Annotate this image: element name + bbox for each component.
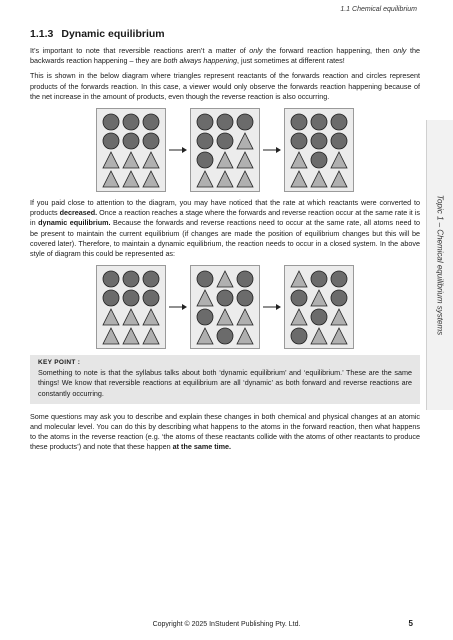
particle-cell <box>101 131 121 150</box>
reactant-triangle-icon <box>196 289 214 307</box>
reactant-triangle-icon <box>330 170 348 188</box>
product-circle-icon <box>142 289 160 307</box>
particle-cell <box>329 169 349 188</box>
particle-box <box>96 265 166 349</box>
reactant-triangle-icon <box>196 170 214 188</box>
product-circle-icon <box>290 113 308 131</box>
particle-cell <box>309 288 329 307</box>
product-circle-icon <box>102 113 120 131</box>
particle-cell <box>101 112 121 131</box>
side-tab <box>426 120 453 410</box>
product-circle-icon <box>142 270 160 288</box>
key-point-text: Something to note is that the syllabus talks about both ‘dynamic equilibrium’ and ‘equilibrium.’ These are the same things! We know that reversible reactions at equilibrium are all ‘dynamic’ as both forward and reverse reactions are constantly occurring. <box>38 368 412 398</box>
text-run: It’s important to note that reversible reactions aren’t a matter of <box>30 46 250 55</box>
particle-cell <box>141 112 161 131</box>
particle-cell <box>309 169 329 188</box>
product-circle-icon <box>310 151 328 169</box>
particle-cell <box>141 307 161 326</box>
particle-cell <box>309 307 329 326</box>
text-run: This is shown in the below diagram where triangles represent reactants of the forwards reaction and circles represent products of the forwards reaction. In this case, a viewer would only observe the forwards reaction happening because of the net increase in the amount of products, even though the reverse reaction is also occurring. <box>30 71 420 101</box>
particle-cell <box>121 326 141 345</box>
particle-cell <box>235 307 255 326</box>
particle-cell <box>289 150 309 169</box>
particle-cell <box>101 169 121 188</box>
reactant-triangle-icon <box>142 170 160 188</box>
reactant-triangle-icon <box>216 308 234 326</box>
reactant-triangle-icon <box>216 151 234 169</box>
particle-cell <box>309 112 329 131</box>
reactant-triangle-icon <box>102 170 120 188</box>
section-heading <box>30 28 420 40</box>
product-circle-icon <box>102 132 120 150</box>
product-circle-icon <box>216 132 234 150</box>
key-point-title: KEY POINT : <box>38 359 81 367</box>
reactant-triangle-icon <box>102 327 120 345</box>
product-circle-icon <box>196 132 214 150</box>
particle-cell <box>121 150 141 169</box>
reactant-triangle-icon <box>196 327 214 345</box>
particle-cell <box>195 131 215 150</box>
reactant-triangle-icon <box>236 327 254 345</box>
reaction-diagram-forward <box>30 108 420 192</box>
running-header: 1.1 Chemical equilibrium <box>340 6 417 13</box>
particle-cell <box>195 150 215 169</box>
particle-cell <box>329 307 349 326</box>
product-circle-icon <box>330 113 348 131</box>
particle-cell <box>309 269 329 288</box>
product-circle-icon <box>102 270 120 288</box>
product-circle-icon <box>196 113 214 131</box>
particle-cell <box>235 288 255 307</box>
particle-cell <box>121 169 141 188</box>
particle-cell <box>101 326 121 345</box>
section-title: Dynamic equilibrium <box>61 28 165 40</box>
particle-cell <box>235 169 255 188</box>
particle-cell <box>215 150 235 169</box>
particle-cell <box>121 307 141 326</box>
particle-cell <box>101 150 121 169</box>
particle-box <box>190 265 260 349</box>
particle-cell <box>195 307 215 326</box>
product-circle-icon <box>196 270 214 288</box>
product-circle-icon <box>310 308 328 326</box>
particle-cell <box>329 288 349 307</box>
particle-cell <box>235 131 255 150</box>
reactant-triangle-icon <box>310 327 328 345</box>
reactant-triangle-icon <box>122 308 140 326</box>
product-circle-icon <box>122 289 140 307</box>
particle-cell <box>121 131 141 150</box>
paragraph-diagram-explanation <box>30 71 420 102</box>
particle-cell <box>329 131 349 150</box>
reactant-triangle-icon <box>290 308 308 326</box>
page-content <box>30 28 420 458</box>
reactant-triangle-icon <box>102 308 120 326</box>
reactant-triangle-icon <box>236 170 254 188</box>
italic-text: only <box>249 46 263 55</box>
reactant-triangle-icon <box>216 270 234 288</box>
particle-box <box>284 265 354 349</box>
particle-cell <box>329 112 349 131</box>
particle-cell <box>195 112 215 131</box>
particle-cell <box>289 288 309 307</box>
reactant-triangle-icon <box>310 289 328 307</box>
reactant-triangle-icon <box>236 151 254 169</box>
particle-cell <box>235 326 255 345</box>
product-circle-icon <box>122 270 140 288</box>
reactant-triangle-icon <box>310 170 328 188</box>
reactant-triangle-icon <box>142 308 160 326</box>
section-number: 1.1.3 <box>30 28 54 40</box>
particle-box <box>284 108 354 192</box>
text-run: If you paid close to attention to the diagram, you may have noticed that the rate at which reactants were converted to products <box>30 198 420 218</box>
reactant-triangle-icon <box>102 151 120 169</box>
particle-cell <box>309 326 329 345</box>
product-circle-icon <box>196 151 214 169</box>
right-arrow-icon <box>166 265 190 349</box>
side-tab-label: Topic 1 – Chemical equilibrium systems <box>435 194 445 336</box>
particle-cell <box>289 169 309 188</box>
product-circle-icon <box>216 113 234 131</box>
particle-cell <box>289 326 309 345</box>
particle-cell <box>215 112 235 131</box>
particle-box <box>190 108 260 192</box>
particle-cell <box>121 288 141 307</box>
particle-cell <box>141 131 161 150</box>
bold-text: decreased. <box>59 208 98 218</box>
text-run: Because the forwards and reverse reactions need to occur at the same rate, all atoms need to be present to maintain the current equilibrium (if changes are made the position of equilibrium changes but this will be covered later). Therefore, to maintain a dynamic equilibrium, the reaction needs to occur in a closed system. In the above style of diagram this could be represented as: <box>30 218 421 259</box>
reactant-triangle-icon <box>290 270 308 288</box>
product-circle-icon <box>330 270 348 288</box>
product-circle-icon <box>290 289 308 307</box>
product-circle-icon <box>122 132 140 150</box>
product-circle-icon <box>142 113 160 131</box>
reactant-triangle-icon <box>236 132 254 150</box>
particle-cell <box>101 307 121 326</box>
particle-cell <box>141 326 161 345</box>
product-circle-icon <box>290 132 308 150</box>
text-run: Some questions may ask you to describe and explain these changes in both chemical and physical changes at an atomic and molecular level. You can do this by describing what happens to the atoms in the forward reaction, then what happens to the atoms in the reverse reaction (e.g. ‘the atoms of these reactants collide with the atoms of other reactants to produce these products’) and note that these happen <box>30 411 420 452</box>
product-circle-icon <box>310 270 328 288</box>
particle-cell <box>195 169 215 188</box>
product-circle-icon <box>122 113 140 131</box>
paragraph-describe-changes <box>30 412 420 453</box>
particle-cell <box>195 326 215 345</box>
particle-cell <box>309 131 329 150</box>
page-number: 5 <box>408 619 413 628</box>
particle-cell <box>289 112 309 131</box>
italic-text: only <box>393 46 407 55</box>
product-circle-icon <box>142 132 160 150</box>
particle-box <box>96 108 166 192</box>
particle-cell <box>235 150 255 169</box>
reactant-triangle-icon <box>142 151 160 169</box>
product-circle-icon <box>216 327 234 345</box>
particle-cell <box>215 307 235 326</box>
particle-cell <box>195 288 215 307</box>
bold-text: at the same time. <box>172 442 231 452</box>
paragraph-dynamic-equilibrium <box>30 198 420 259</box>
product-circle-icon <box>330 289 348 307</box>
italic-text: both always happening <box>163 56 237 66</box>
particle-cell <box>215 288 235 307</box>
particle-cell <box>289 131 309 150</box>
product-circle-icon <box>236 113 254 131</box>
particle-cell <box>215 131 235 150</box>
particle-cell <box>121 269 141 288</box>
right-arrow-icon <box>166 108 190 192</box>
product-circle-icon <box>196 308 214 326</box>
reactant-triangle-icon <box>142 327 160 345</box>
particle-cell <box>141 269 161 288</box>
reactant-triangle-icon <box>330 151 348 169</box>
reaction-diagram-equilibrium <box>30 265 420 349</box>
bold-text: dynamic equilibrium. <box>38 218 111 228</box>
particle-cell <box>141 169 161 188</box>
product-circle-icon <box>102 289 120 307</box>
text-run: Once a reaction reaches a stage where the forwards and reverse reaction occur at the same rate it is in <box>30 208 420 228</box>
product-circle-icon <box>216 289 234 307</box>
particle-cell <box>329 326 349 345</box>
reactant-triangle-icon <box>122 327 140 345</box>
particle-cell <box>289 269 309 288</box>
particle-cell <box>121 112 141 131</box>
particle-cell <box>235 269 255 288</box>
product-circle-icon <box>310 132 328 150</box>
text-run: the backwards reaction happening – they are <box>30 46 420 66</box>
reactant-triangle-icon <box>122 170 140 188</box>
particle-cell <box>215 326 235 345</box>
text-run: , just sometimes at different rates! <box>236 56 345 66</box>
right-arrow-icon <box>260 108 284 192</box>
particle-cell <box>195 269 215 288</box>
reactant-triangle-icon <box>290 170 308 188</box>
particle-cell <box>215 169 235 188</box>
right-arrow-icon <box>260 265 284 349</box>
particle-cell <box>289 307 309 326</box>
product-circle-icon <box>236 270 254 288</box>
particle-cell <box>141 288 161 307</box>
particle-cell <box>329 269 349 288</box>
particle-cell <box>309 150 329 169</box>
text-run: the forward reaction happening, then <box>262 46 394 55</box>
footer-copyright: Copyright © 2025 InStudent Publishing Pty. Ltd. <box>152 621 301 628</box>
product-circle-icon <box>310 113 328 131</box>
reactant-triangle-icon <box>236 308 254 326</box>
reactant-triangle-icon <box>216 170 234 188</box>
reactant-triangle-icon <box>122 151 140 169</box>
particle-cell <box>101 288 121 307</box>
key-point-box <box>30 355 420 404</box>
product-circle-icon <box>236 289 254 307</box>
reactant-triangle-icon <box>330 308 348 326</box>
particle-cell <box>329 150 349 169</box>
particle-cell <box>141 150 161 169</box>
particle-cell <box>101 269 121 288</box>
particle-cell <box>215 269 235 288</box>
reactant-triangle-icon <box>330 327 348 345</box>
paragraph-intro <box>30 46 420 66</box>
product-circle-icon <box>330 132 348 150</box>
product-circle-icon <box>290 327 308 345</box>
particle-cell <box>235 112 255 131</box>
reactant-triangle-icon <box>290 151 308 169</box>
